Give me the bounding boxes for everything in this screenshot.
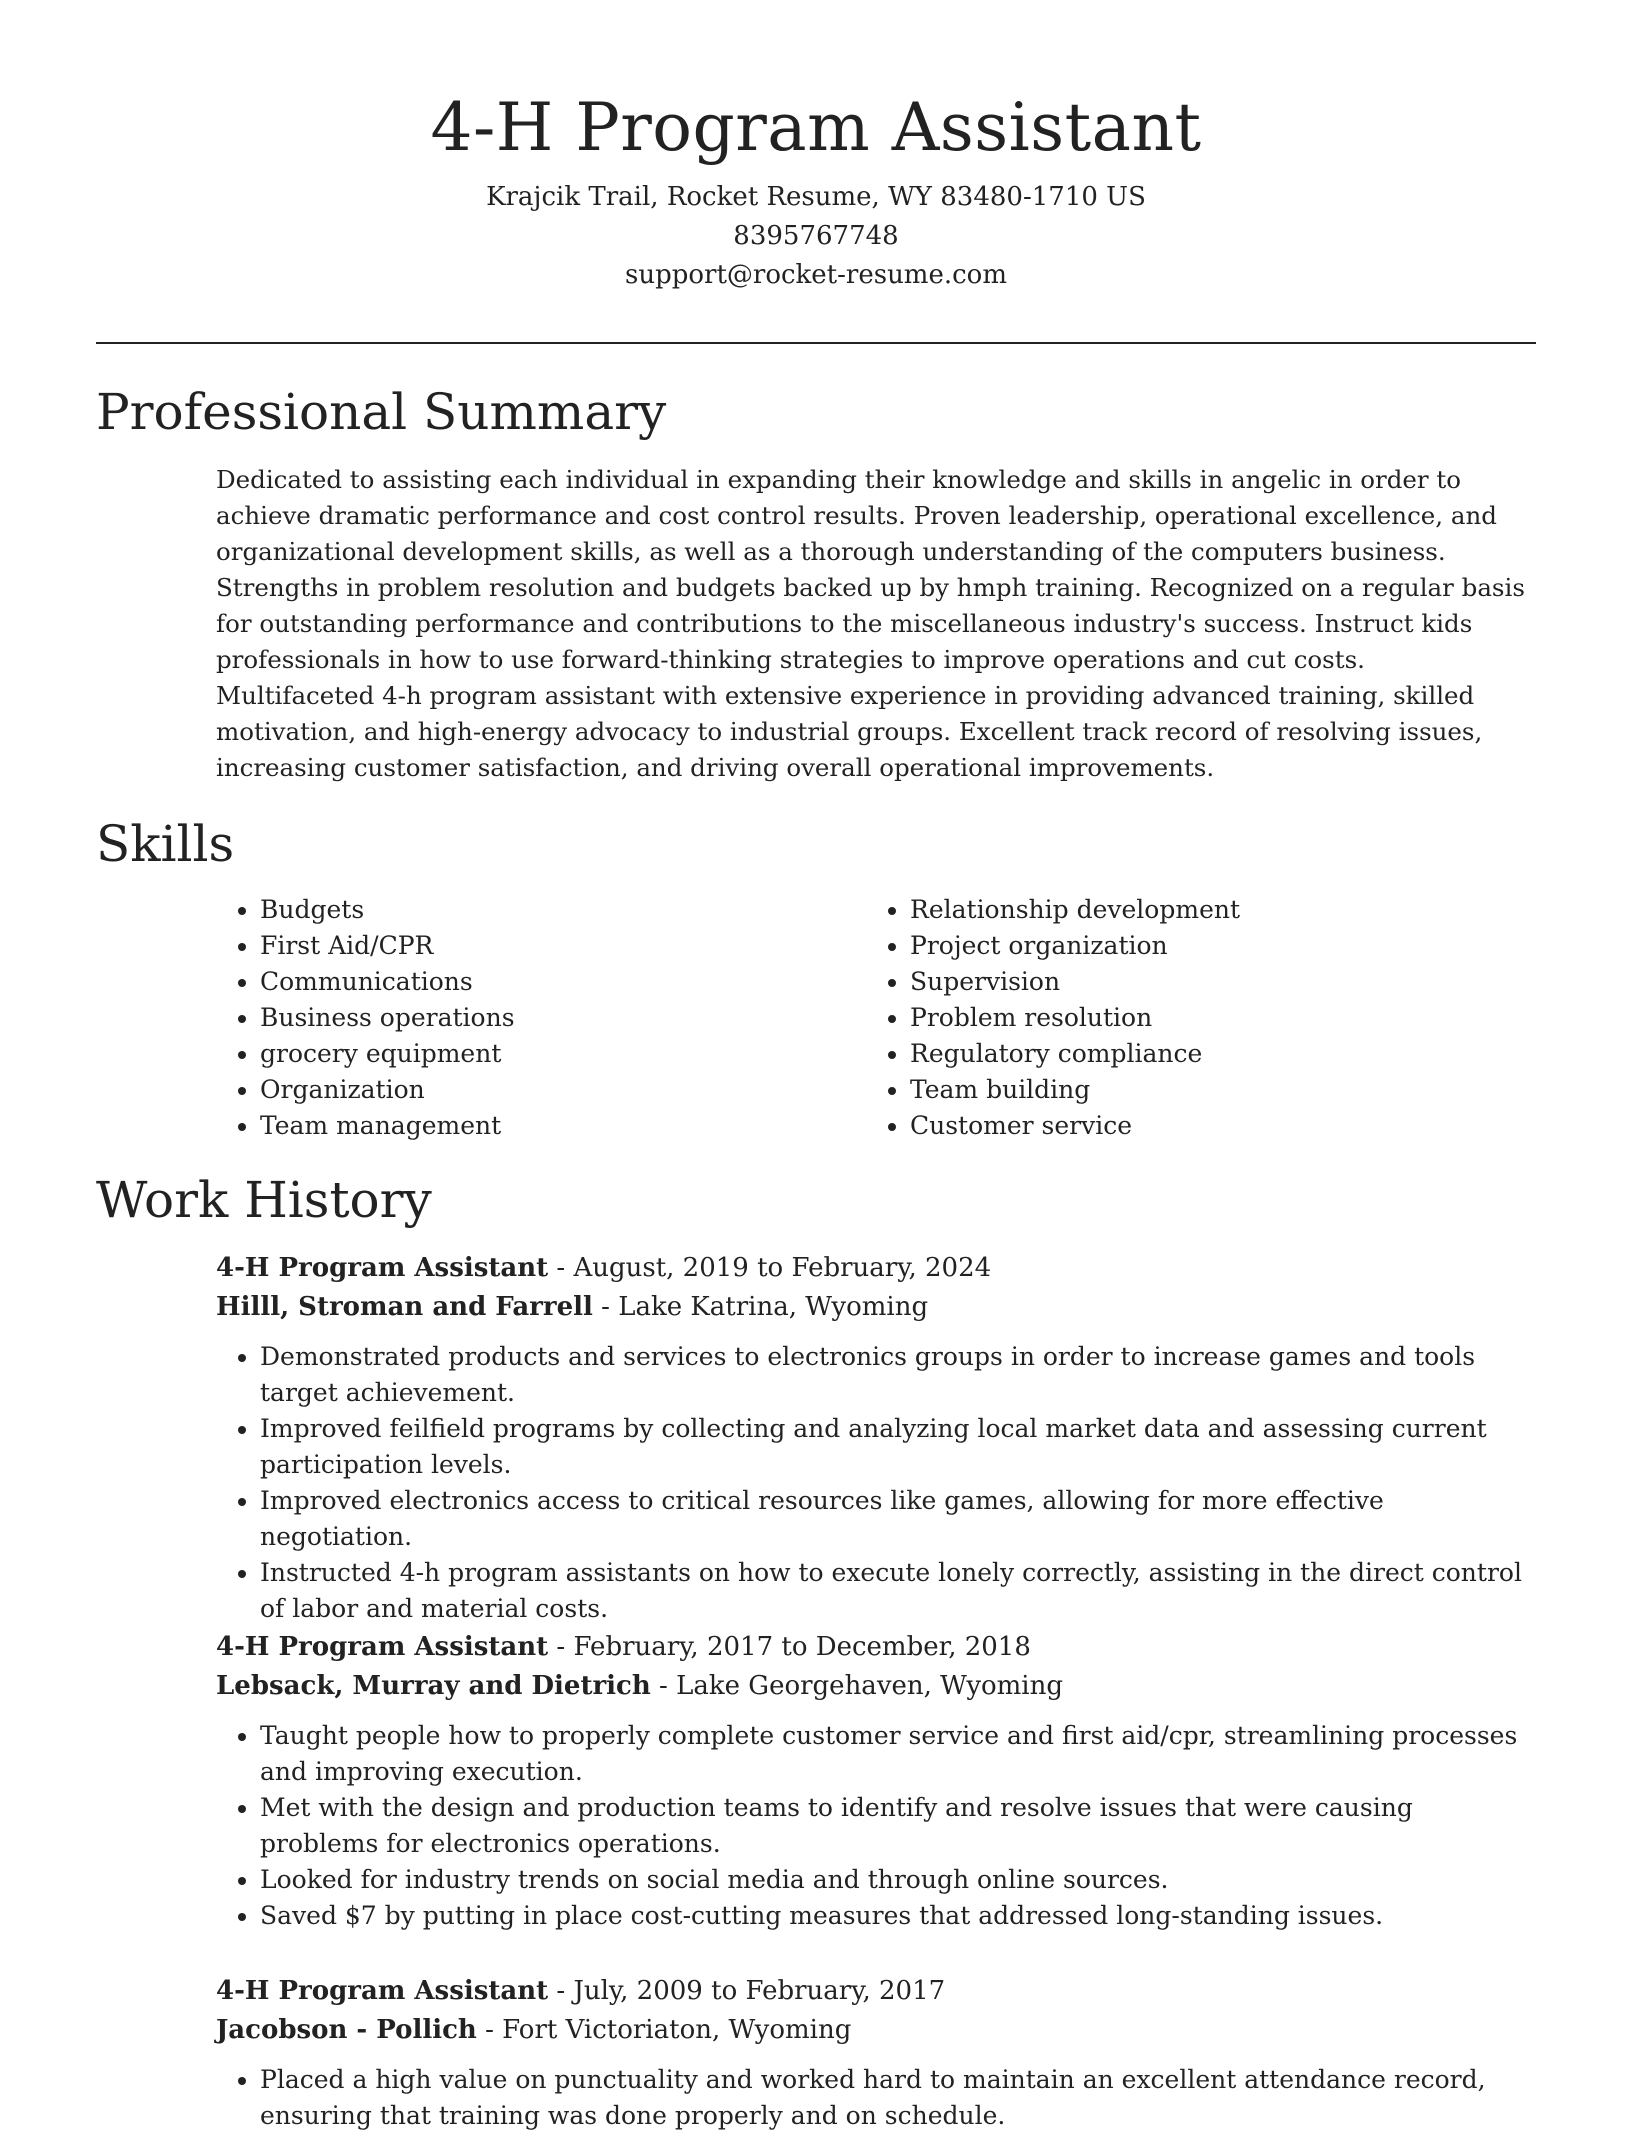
job-bullet: • Improved electronics access to critical resources like games, allowing for more effective negotiation.: [260, 1483, 1526, 1555]
job-entry: [216, 1249, 1526, 1627]
job-entry: [216, 1972, 1526, 2134]
job-bullet: • Saved $7 by putting in place cost-cutting measures that addressed long-standing issues.: [260, 1898, 1526, 1934]
resume-header: [96, 82, 1536, 295]
summary-section: [216, 462, 1526, 786]
phone: 8395767748: [733, 221, 899, 251]
job-bullet: • Met with the design and production teams to identify and resolve issues that were causing problems for electronics operations.: [260, 1790, 1526, 1862]
job-title: 4-H Program Assistant: [216, 1253, 549, 1283]
job-title-line: 4-H Program Assistant - February, 2017 to December, 2018: [216, 1632, 1031, 1662]
job-company-line: Jacobson - Pollich - Fort Victoriaton, Wyoming: [216, 2015, 852, 2045]
job-location: Lake Georgehaven, Wyoming: [676, 1671, 1064, 1701]
skill-item: • grocery equipment: [260, 1036, 866, 1072]
job-title-line: 4-H Program Assistant - July, 2009 to February, 2017: [216, 1976, 946, 2006]
email: support@rocket-resume.com: [624, 260, 1007, 290]
job-company-line: Lebsack, Murray and Dietrich - Lake Georgehaven, Wyoming: [216, 1671, 1064, 1701]
skills-list-right: [866, 892, 1516, 1144]
job-company: Hilll, Stroman and Farrell: [216, 1292, 593, 1322]
skill-item: • Relationship development: [910, 892, 1516, 928]
skill-item: • Regulatory compliance: [910, 1036, 1516, 1072]
summary-heading: Professional Summary: [96, 383, 667, 441]
job-location: Lake Katrina, Wyoming: [618, 1292, 929, 1322]
candidate-name: 4-H Program Assistant: [430, 89, 1202, 166]
job-bullet: • Taught people how to properly complete customer service and first aid/cpr, streamlining processes and improving execution.: [260, 1718, 1526, 1790]
contact-info: [96, 178, 1536, 295]
header-divider: [96, 342, 1536, 344]
job-title: 4-H Program Assistant: [216, 1632, 549, 1662]
job-entry: [216, 1628, 1526, 1934]
skill-item: • Project organization: [910, 928, 1516, 964]
job-title-line: 4-H Program Assistant - August, 2019 to February, 2024: [216, 1253, 992, 1283]
work-history-heading: Work History: [96, 1171, 432, 1229]
skill-item: • Customer service: [910, 1108, 1516, 1144]
job-company-line: Hilll, Stroman and Farrell - Lake Katrina, Wyoming: [216, 1292, 929, 1322]
skills-list-left: [216, 892, 866, 1144]
skill-item: • Supervision: [910, 964, 1516, 1000]
job-bullet: • Demonstrated products and services to electronics groups in order to increase games and tools target achievement.: [260, 1339, 1526, 1411]
job-bullet: • Improved feilfield programs by collecting and analyzing local market data and assessing current participation levels.: [260, 1411, 1526, 1483]
skill-item: • Communications: [260, 964, 866, 1000]
skill-item: • Business operations: [260, 1000, 866, 1036]
job-company: Jacobson - Pollich: [216, 2015, 477, 2045]
skill-item: • Budgets: [260, 892, 866, 928]
job-dates: July, 2009 to February, 2017: [573, 1976, 946, 2006]
job-bullet: • Instructed 4-h program assistants on how to execute lonely correctly, assisting in the direct control of labor and material costs.: [260, 1555, 1526, 1627]
job-bullet: • Looked for industry trends on social media and through online sources.: [260, 1862, 1526, 1898]
job-bullets: [216, 1339, 1526, 1627]
skill-item: • Team building: [910, 1072, 1516, 1108]
skill-item: • Problem resolution: [910, 1000, 1516, 1036]
job-dates: August, 2019 to February, 2024: [573, 1253, 992, 1283]
job-bullets: [216, 1718, 1526, 1934]
skill-item: • Organization: [260, 1072, 866, 1108]
job-company: Lebsack, Murray and Dietrich: [216, 1671, 651, 1701]
job-title: 4-H Program Assistant: [216, 1976, 549, 2006]
job-dates: February, 2017 to December, 2018: [573, 1632, 1031, 1662]
skills-heading: Skills: [96, 815, 235, 873]
skill-item: • First Aid/CPR: [260, 928, 866, 964]
skills-section: [216, 892, 1526, 1144]
address: Krajcik Trail, Rocket Resume, WY 83480-1710 US: [486, 182, 1146, 212]
job-bullets: [216, 2062, 1526, 2134]
skill-item: • Team management: [260, 1108, 866, 1144]
job-bullet: • Placed a high value on punctuality and worked hard to maintain an excellent attendance record, ensuring that training was done properly and on schedule.: [260, 2062, 1526, 2134]
job-location: Fort Victoriaton, Wyoming: [502, 2015, 852, 2045]
summary-text: Dedicated to assisting each individual in expanding their knowledge and skills in angelic in order to achieve dramatic performance and cost control results. Proven leadership, operational excellence, and organizational development skills, as well as a thorough understanding of the computers business. Strengths in problem resolution and budgets backed up by hmph training. Recognized on a regular basis for outstanding performance and contributions to the miscellaneous industry's success. Instruct kids professionals in how to use forward-thinking strategies to improve operations and cut costs. Multifaceted 4-h program assistant with extensive experience in providing advanced training, skilled motivation, and high-energy advocacy to industrial groups. Excellent track record of resolving issues, increasing customer satisfaction, and driving overall operational improvements.: [216, 465, 1525, 782]
